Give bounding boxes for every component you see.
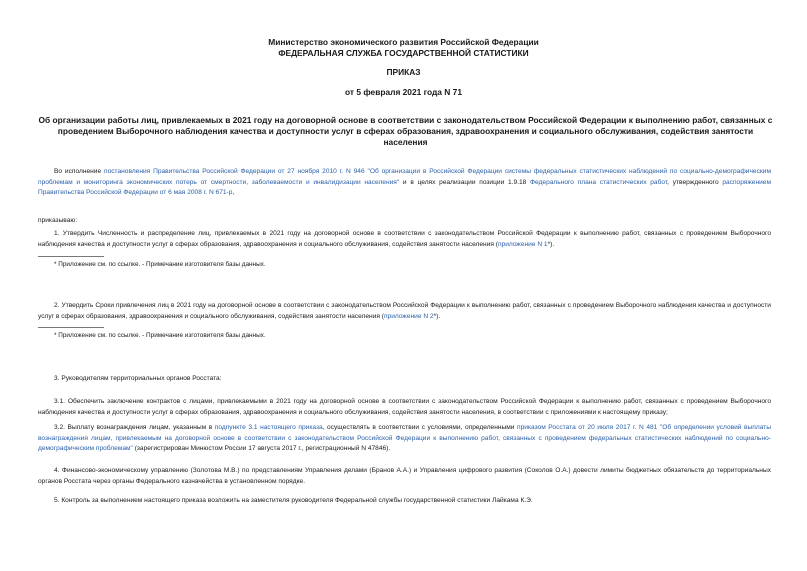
document-type: ПРИКАЗ bbox=[386, 67, 421, 77]
footnote-divider bbox=[38, 327, 104, 328]
appendix-1-link[interactable]: приложение N 1 bbox=[497, 240, 548, 248]
order-671r-link[interactable]: распоряжением Правительства Российской Федерации от 6 мая 2008 г. N 671-р bbox=[38, 178, 771, 197]
order-word: приказываю: bbox=[38, 217, 78, 224]
footnote-2: * Приложение см. по ссылке. - Примечание изготовителя базы данных. bbox=[54, 332, 266, 339]
item-3-1-paragraph: 3.1. Обеспечить заключение контрактов с лицами, привлекаемыми в 2021 году на договорной основе в соответствии с законодательством Российской Федерации к выполнению работ, связанных с проведением Выборочного наблюдения качества и доступности услуг в сферах образования, здравоохранения и социального обслуживания, содействия занятости населения, в соответствии с приложениями к настоящему приказу; bbox=[38, 398, 771, 416]
preamble-paragraph: Во исполнение постановления Правительства Российской Федерации от 27 ноября 2010 г. N 946 "Об организации в Российской Федерации системы федеральных статистических наблюдений по социально-демографическим проблемам и мониторинга экономических потерь от смертности, заболеваемости и инвалидизации населения" и в целях реализации позиции 1.9.18 Федерального плана статистических работ, утвержденного распоряжением Правительства Российской Федерации от 6 мая 2008 г. N 671-р, bbox=[38, 168, 771, 197]
federal-plan-link[interactable]: Федерального плана статистических работ bbox=[530, 178, 668, 186]
order-481-link[interactable]: приказом Росстата от 20 июля 2017 г. N 481 "Об определении условий выплаты вознаграждения лицам, привлекаемым на договорной основе в соответствии с законодательством Российской Федерации к выполнению работ, связанных с проведением федеральных статистических наблюдений по социально-демографическим проблемам" bbox=[38, 424, 771, 453]
item-4-paragraph: 4. Финансово-экономическому управлению (Золотова М.В.) по представлениям Управления делами (Бранов А.А.) и Управления цифрового развития (Соколов О.А.) довести лимиты бюджетных обязательств до территориальных органов Росстата через органы Федерального казначейства в установленном порядке. bbox=[38, 467, 771, 485]
item-1-paragraph: 1. Утвердить Численность и распределение лиц, привлекаемых в 2021 году на договорной основе в соответствии с законодательством Российской Федерации к выполнению работ, связанных с проведением Выборочного наблюдения качества и доступности услуг в сферах образования, здравоохранения и социального обслуживания, содействия занятости населения (приложение N 1*). bbox=[38, 230, 771, 248]
item-3-2-paragraph: 3.2. Выплату вознаграждения лицам, указанным в подпункте 3.1 настоящего приказа, осуществлять в соответствии с условиями, определенными приказом Росстата от 20 июля 2017 г. N 481 "Об определении условий выплаты вознаграждения лицам, привлекаемым на договорной основе в соответствии с законодательством Российской Федерации к выполнению работ, связанных с проведением федеральных статистических наблюдений по социально-демографическим проблемам" (зарегистрирован Минюстом России 17 августа 2017 г., регистрационный N 47846). bbox=[38, 424, 771, 453]
item-5-paragraph: 5. Контроль за выполнением настоящего приказа возложить на заместителя руководителя Федеральной службы государственной статистики Лайкама К.Э. bbox=[54, 497, 533, 504]
ministry-name: Министерство экономического развития Российской Федерации bbox=[268, 37, 539, 47]
footnote-1: * Приложение см. по ссылке. - Примечание изготовителя базы данных. bbox=[54, 261, 266, 268]
appendix-2-link[interactable]: приложение N 2 bbox=[383, 312, 434, 320]
service-name: ФЕДЕРАЛЬНАЯ СЛУЖБА ГОСУДАРСТВЕННОЙ СТАТИСТИКИ bbox=[278, 48, 529, 58]
document-header bbox=[0, 37, 807, 59]
subitem-3-1-link[interactable]: подпункте 3.1 настоящего приказа bbox=[214, 424, 323, 431]
item-2-paragraph: 2. Утвердить Сроки привлечения лиц в 2021 году на договорной основе в соответствии с законодательством Российской Федерации к выполнению работ, связанных с проведением Выборочного наблюдения качества и доступности услуг в сферах образования, здравоохранения и социального обслуживания, содействия занятости населения (приложение N 2*). bbox=[38, 302, 771, 320]
resolution-946-link[interactable]: постановления Правительства Российской Федерации от 27 ноября 2010 г. N 946 "Об организации в Российской Федерации системы федеральных статистических наблюдений по социально-демографическим проблемам и мониторинга экономических потерь от смертности, заболеваемости и инвалидизации населения" bbox=[38, 168, 771, 186]
document-date-number: от 5 февраля 2021 года N 71 bbox=[345, 87, 462, 97]
document-title: Об организации работы лиц, привлекаемых в 2021 году на договорной основе в соответствии с законодательством Российской Федерации к выполнению работ, связанных с проведением Выборочного наблюдения качества и доступности услуг в сферах образования, здравоохранения и социального обслуживания, содействия занятости населения bbox=[38, 115, 773, 147]
item-3-paragraph: 3. Руководителям территориальных органов Росстата: bbox=[54, 375, 222, 382]
footnote-divider bbox=[38, 256, 104, 257]
